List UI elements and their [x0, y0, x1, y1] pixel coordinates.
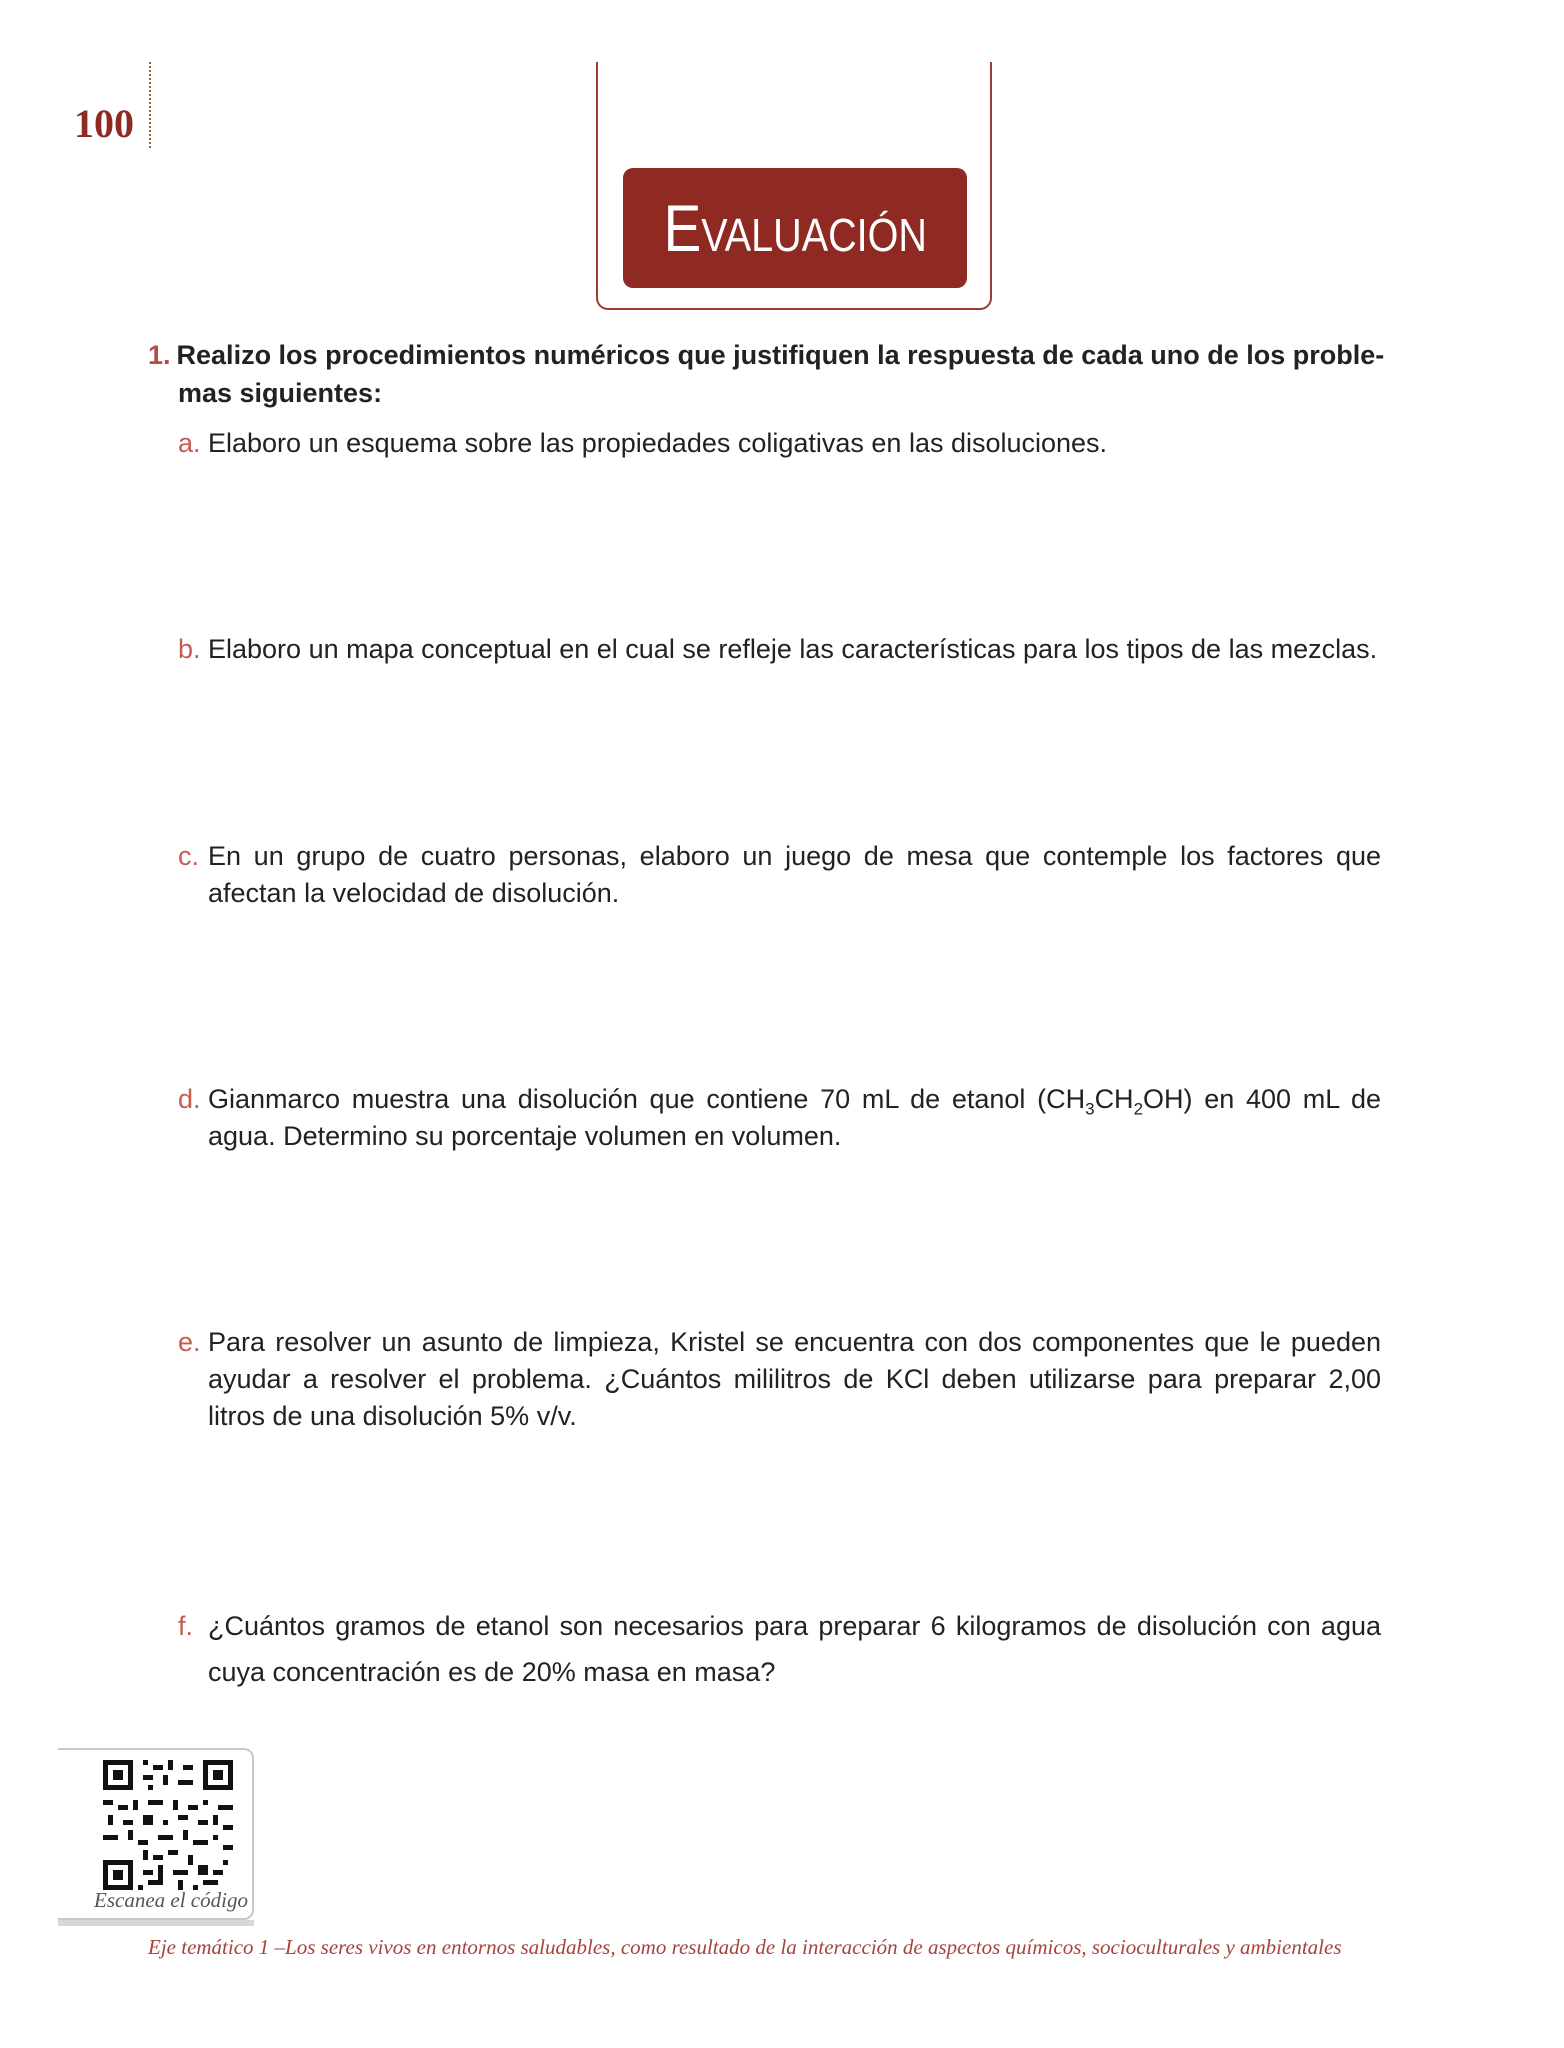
item-e: [178, 1324, 1381, 1435]
item-text: Elaboro un esquema sobre las propiedades coligativas en las disoluciones.: [208, 428, 1108, 458]
item-letter: b.: [178, 634, 201, 664]
item-b: [178, 631, 1381, 668]
item-text: Para resolver un asunto de limpieza, Kristel se encuentra con dos componentes que le pueden ayudar a resolver el problema. ¿Cuántos mililitros de KCl deben utilizarse para preparar 2,00 litros de una disolución 5% v/v.: [208, 1327, 1381, 1431]
page-number: 100: [74, 101, 134, 146]
qr-panel-shadow: [58, 1920, 254, 1926]
item-text: [178, 1081, 1381, 1155]
item-a: [178, 425, 1381, 462]
question-text-line1: Realizo los procedimientos numéricos que justifiquen la respuesta de cada uno de los proble-: [176, 340, 1385, 370]
item-letter: e.: [178, 1327, 201, 1357]
section-title: Evaluación: [663, 191, 927, 265]
question-text-line2: mas siguientes:: [178, 378, 383, 408]
subscript: 3: [1085, 1099, 1095, 1119]
item-text: Elaboro un mapa conceptual en el cual se refleje las características para los tipos de las mezclas.: [208, 634, 1378, 664]
item-text-part: Gianmarco muestra una disolución que contiene 70 mL de etanol (CH: [208, 1084, 1086, 1114]
item-text: ¿Cuántos gramos de etanol son necesarios para preparar 6 kilogramos de disolución con agua cuya concentración es de 20% masa en masa?: [208, 1611, 1381, 1687]
item-text: En un grupo de cuatro personas, elaboro un juego de mesa que contemple los factores que afectan la velocidad de disolución.: [208, 841, 1381, 908]
subscript: 2: [1133, 1099, 1144, 1119]
item-letter: a.: [178, 428, 201, 458]
qr-code-icon[interactable]: [103, 1760, 233, 1890]
page-footer: Eje temático 1 –Los seres vivos en entornos saludables, como resultado de la interacción de aspectos químicos, socioculturales y ambientales: [148, 1935, 1342, 1959]
item-f: [178, 1603, 1381, 1695]
question-1: [148, 336, 1388, 412]
item-letter: f.: [178, 1611, 194, 1641]
item-letter: d.: [178, 1084, 201, 1114]
section-header-badge: [623, 168, 967, 288]
item-c: [178, 838, 1381, 912]
item-letter: c.: [178, 841, 200, 871]
item-text-part: CH: [1094, 1084, 1134, 1114]
page-number-divider: [149, 62, 151, 148]
item-d: [178, 1081, 1381, 1155]
qr-caption: Escanea el código: [94, 1888, 248, 1912]
question-number: 1.: [148, 340, 171, 370]
item-text-part: OH) en 400 mL de agua. Determino su porcentaje volumen en volumen.: [208, 1084, 1381, 1151]
